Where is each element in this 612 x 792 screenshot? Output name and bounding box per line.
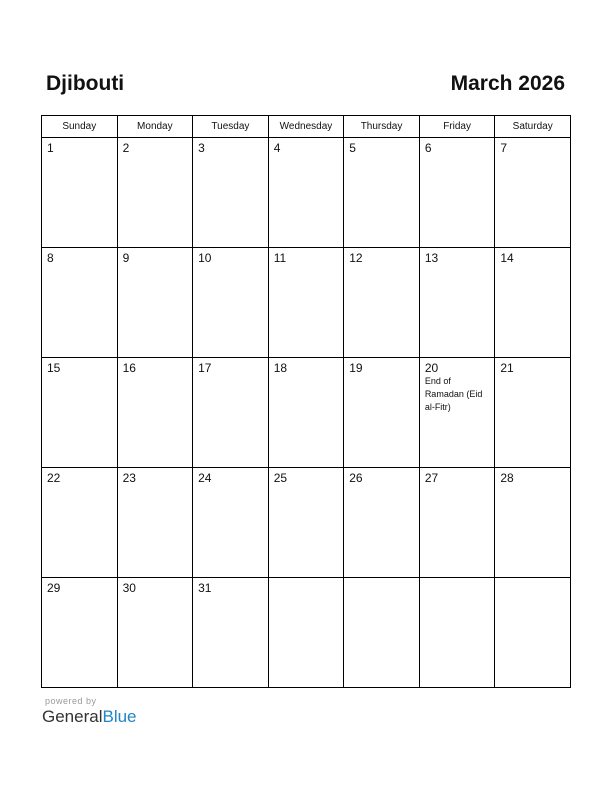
day-cell <box>268 138 344 248</box>
weekday-header: Friday <box>419 116 495 138</box>
day-number: 25 <box>273 471 288 485</box>
weekday-header: Thursday <box>344 116 420 138</box>
day-number: 28 <box>500 471 514 485</box>
weekday-header-row <box>42 116 571 138</box>
day-number: 10 <box>198 251 212 265</box>
powered-by-text: powered by <box>45 696 97 706</box>
week-row <box>42 138 571 248</box>
day-number: 2 <box>122 141 130 155</box>
day-cell <box>193 248 269 358</box>
day-cell-empty <box>344 578 420 688</box>
day-number <box>269 578 344 582</box>
day-cell-empty <box>268 578 344 688</box>
country-title: Djibouti <box>46 72 125 95</box>
footer-branding <box>42 696 137 727</box>
day-number: 6 <box>424 141 432 155</box>
day-cell-empty <box>495 578 571 688</box>
day-number: 22 <box>47 471 61 485</box>
day-cell <box>344 358 420 468</box>
day-cell <box>495 138 571 248</box>
day-cell <box>42 248 118 358</box>
day-number: 16 <box>122 361 136 375</box>
holiday-label: End of Ramadan (Eid al-Fitr) <box>424 376 483 412</box>
day-cell <box>193 358 269 468</box>
day-number: 1 <box>47 141 54 155</box>
week-row <box>42 358 571 468</box>
day-number: 3 <box>198 141 205 155</box>
day-cell <box>419 138 495 248</box>
calendar-grid <box>41 115 571 688</box>
day-cell <box>42 138 118 248</box>
day-number: 29 <box>47 581 61 595</box>
month-title: March 2026 <box>450 72 565 95</box>
day-number: 4 <box>273 141 281 155</box>
day-number: 13 <box>424 251 439 265</box>
week-row <box>42 578 571 688</box>
day-number: 14 <box>500 251 514 265</box>
week-row <box>42 248 571 358</box>
day-number: 18 <box>273 361 288 375</box>
day-cell-empty <box>419 578 495 688</box>
day-cell <box>42 578 118 688</box>
day-cell <box>117 248 193 358</box>
day-number: 15 <box>47 361 61 375</box>
day-number: 30 <box>122 581 136 595</box>
day-cell <box>419 468 495 578</box>
day-number: 31 <box>198 581 212 595</box>
day-cell <box>495 248 571 358</box>
day-number: 27 <box>424 471 439 485</box>
day-cell <box>495 468 571 578</box>
day-cell <box>42 468 118 578</box>
day-cell <box>117 468 193 578</box>
day-cell <box>344 248 420 358</box>
day-number: 8 <box>47 251 54 265</box>
day-number: 21 <box>500 361 514 375</box>
day-number: 19 <box>349 361 363 375</box>
day-cell <box>193 578 269 688</box>
day-cell <box>495 358 571 468</box>
day-cell <box>42 358 118 468</box>
day-number: 12 <box>349 251 363 265</box>
week-row <box>42 468 571 578</box>
day-number: 11 <box>273 251 287 265</box>
weekday-header: Saturday <box>495 116 571 138</box>
day-cell <box>268 248 344 358</box>
brand-logo-blue: Blue <box>102 707 137 726</box>
brand-logo[interactable] <box>42 707 137 727</box>
day-cell <box>344 138 420 248</box>
day-number <box>420 578 495 582</box>
day-cell <box>117 578 193 688</box>
day-cell <box>117 358 193 468</box>
day-cell <box>419 248 495 358</box>
day-number <box>344 578 419 582</box>
day-number: 23 <box>122 471 136 485</box>
day-number: 17 <box>198 361 212 375</box>
day-cell <box>344 468 420 578</box>
day-number: 26 <box>349 471 363 485</box>
weekday-header: Wednesday <box>268 116 344 138</box>
day-number: 20 <box>424 361 439 375</box>
day-cell <box>193 138 269 248</box>
weekday-header: Tuesday <box>193 116 269 138</box>
day-cell <box>268 468 344 578</box>
day-cell <box>193 468 269 578</box>
day-number: 24 <box>198 471 212 485</box>
day-number: 7 <box>500 141 508 155</box>
day-number <box>495 578 570 582</box>
weekday-header: Monday <box>117 116 193 138</box>
day-cell-holiday <box>419 358 495 468</box>
day-number: 5 <box>349 141 356 155</box>
day-cell <box>117 138 193 248</box>
day-cell <box>268 358 344 468</box>
weekday-header: Sunday <box>42 116 118 138</box>
brand-logo-general: General <box>42 707 103 726</box>
day-number: 9 <box>122 251 130 265</box>
